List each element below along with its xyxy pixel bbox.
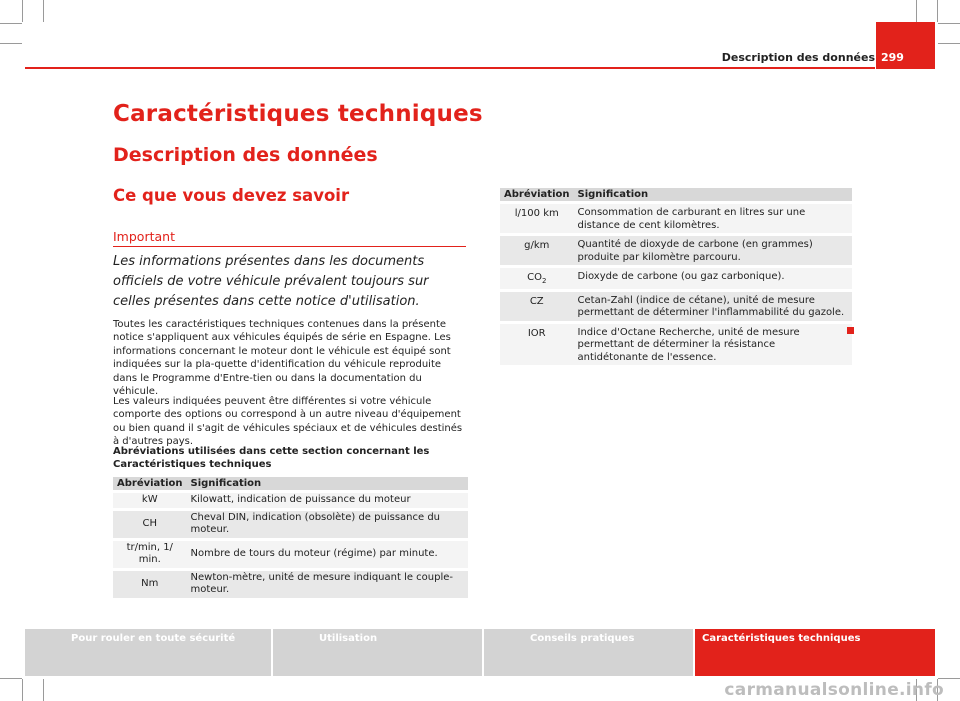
- table-row: [500, 268, 852, 289]
- column-header: Abréviation: [113, 477, 187, 490]
- meaning-cell: Cetan-Zahl (indice de cétane), unité de mesure permettant de déterminer l'inflammabilité du gazole.: [574, 292, 852, 321]
- meaning-cell: Kilowatt, indication de puissance du moteur: [187, 493, 468, 508]
- table-row: [500, 204, 852, 233]
- table-row: [500, 324, 852, 366]
- table-row: [500, 236, 852, 265]
- important-rule: [113, 246, 466, 247]
- page-number: 299: [881, 51, 904, 64]
- footer-tab-label: Utilisation: [319, 633, 378, 644]
- column-header: Signification: [574, 188, 852, 201]
- footer-tab-label: Conseils pratiques: [530, 633, 635, 644]
- abbreviation-cell: [500, 268, 574, 289]
- crop-mark: [916, 0, 917, 22]
- watermark: carmanualsonline.info: [724, 680, 944, 700]
- table-row: [113, 541, 468, 568]
- footer-tab-label: Caractéristiques techniques: [702, 633, 861, 644]
- crop-mark: [0, 43, 22, 44]
- crop-mark: [0, 23, 22, 24]
- footer-tab-safety[interactable]: [25, 629, 271, 676]
- crop-mark: [938, 678, 960, 679]
- meaning-cell: Nombre de tours du moteur (régime) par minute.: [187, 541, 468, 568]
- crop-mark: [22, 679, 23, 701]
- table-header-row: [113, 477, 468, 490]
- abbreviations-table-engine: [113, 474, 468, 601]
- abbreviation-text: CO: [527, 272, 542, 283]
- table-header-row: [500, 188, 852, 201]
- paragraph: Toutes les caractéristiques techniques contenues dans la présente notice s'appliquent aux véhicules équipés de série en Espagne. Les informations concernant le moteur dont le véhicule est équipé sont indiquées sur la pla-quette d'identification du véhicule reproduite dans le Programme d'Entre-tien ou dans la documentation du véhicule.: [113, 319, 451, 398]
- table-row: [113, 571, 468, 598]
- crop-mark: [938, 43, 960, 44]
- abbreviation-cell: CZ: [500, 292, 574, 321]
- meaning-cell: Dioxyde de carbone (ou gaz carbonique).: [574, 268, 852, 289]
- abbreviation-cell: Nm: [113, 571, 187, 598]
- crop-mark: [22, 0, 23, 22]
- abbreviation-cell: kW: [113, 493, 187, 508]
- abbreviation-cell: IOR: [500, 324, 574, 366]
- abbreviation-cell: l/100 km: [500, 204, 574, 233]
- header-rule: [25, 67, 875, 69]
- footer-tab-practical-tips[interactable]: [484, 629, 693, 676]
- footer-navigation: [25, 629, 935, 676]
- abbreviations-table-consumption: [500, 185, 852, 368]
- table-row: [113, 493, 468, 508]
- crop-mark: [43, 679, 44, 701]
- table-row: [500, 292, 852, 321]
- column-header: Signification: [187, 477, 468, 490]
- table-intro: Abréviations utilisées dans cette section concernant les Caractéristiques techniques: [113, 446, 430, 471]
- meaning-cell: Quantité de dioxyde de carbone (en grammes) produite par kilomètre parcouru.: [574, 236, 852, 265]
- meaning-cell: Cheval DIN, indication (obsolète) de puissance du moteur.: [187, 511, 468, 538]
- meaning-cell: Indice d'Octane Recherche, unité de mesure permettant de déterminer la résistance antidétonante de l'essence.: [574, 324, 852, 366]
- crop-mark: [43, 0, 44, 22]
- abbreviation-cell: CH: [113, 511, 187, 538]
- abbreviation-cell: g/km: [500, 236, 574, 265]
- footer-tab-technical-data[interactable]: [695, 629, 935, 676]
- abbreviation-cell: tr/min, 1/ min.: [113, 541, 187, 568]
- important-label: Important: [113, 229, 175, 244]
- crop-mark: [938, 23, 960, 24]
- column-header: Abréviation: [500, 188, 574, 201]
- subsection-title: Ce que vous devez savoir: [113, 186, 350, 205]
- crop-mark: [0, 678, 22, 679]
- chapter-title: Caractéristiques techniques: [113, 101, 483, 127]
- paragraph: Les valeurs indiquées peuvent être différentes si votre véhicule comporte des options ou correspond à un autre niveau d'équipement ou bien quand il s'agit de véhicules spéciaux et de véhicules destinés à d'autres pays.: [113, 396, 463, 448]
- table-row: [113, 511, 468, 538]
- running-header-title: Description des données: [721, 51, 875, 64]
- section-end-marker: [847, 327, 854, 334]
- section-title: Description des données: [113, 144, 378, 166]
- abbreviation-subscript: 2: [541, 277, 547, 285]
- footer-tab-usage[interactable]: [273, 629, 482, 676]
- crop-mark: [937, 0, 938, 22]
- important-text: Les informations présentes dans les documents officiels de votre véhicule prévalent toujours sur celles présentes dans cette notice d'utilisation.: [113, 254, 429, 309]
- meaning-cell: Consommation de carburant en litres sur une distance de cent kilomètres.: [574, 204, 852, 233]
- footer-tab-label: Pour rouler en toute sécurité: [71, 633, 236, 644]
- meaning-cell: Newton-mètre, unité de mesure indiquant le couple-moteur.: [187, 571, 468, 598]
